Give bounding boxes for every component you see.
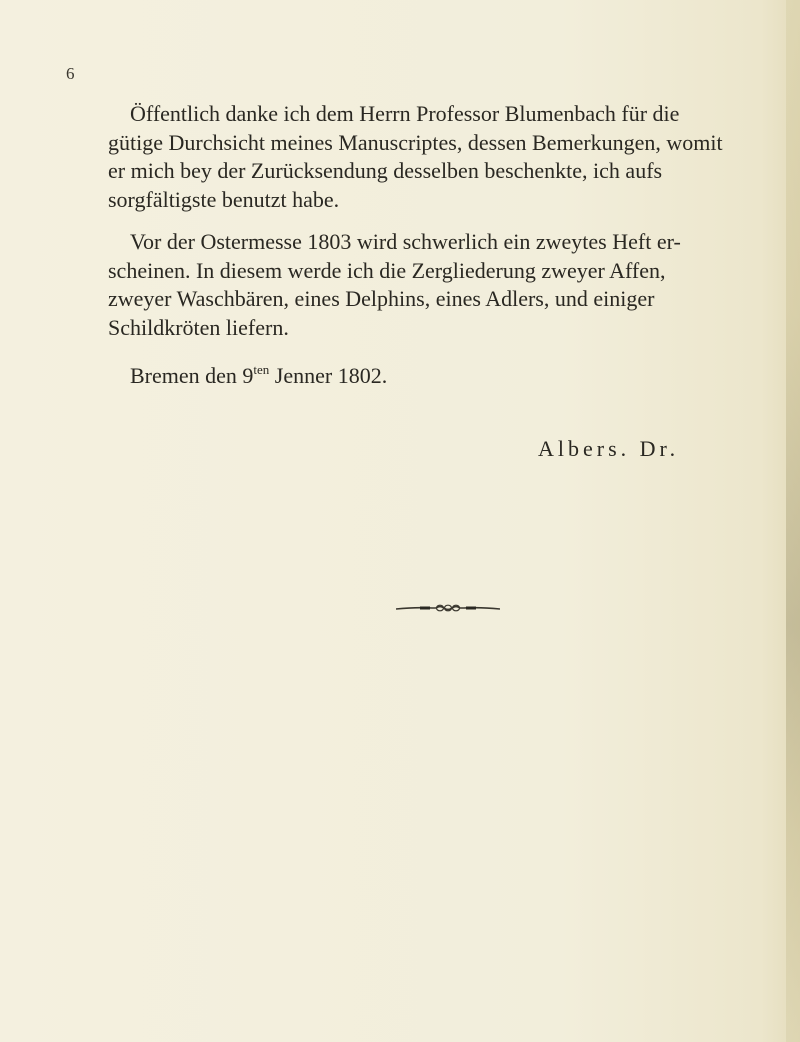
text-line: scheinen. In diesem werde ich die Zergliederung zweyer Affen, <box>108 257 666 283</box>
text-line: zweyer Waschbären, eines Delphins, eines Adlers, und einiger <box>108 286 655 311</box>
signature: Albers. Dr. <box>538 436 680 461</box>
text-line: Schildkröten liefern. <box>108 314 289 340</box>
text-line: gütige Durchsicht meines Manuscriptes, dessen Bemerkungen, womit <box>108 129 723 155</box>
paragraph-announcement <box>108 228 784 342</box>
page-edge-shadow <box>786 0 800 1042</box>
body-text <box>108 100 784 405</box>
ornament-divider-icon <box>396 603 500 613</box>
dateline <box>108 356 784 391</box>
dateline-month-year: Jenner 1802. <box>269 363 388 388</box>
dateline-place-day: Bremen den 9 <box>130 363 254 388</box>
text-line: sorgfältigste benutzt habe. <box>108 186 340 212</box>
text-line: Öffentlich danke ich dem Herrn Professor Blumenbach für die <box>130 101 680 126</box>
dateline-superscript: ten <box>253 362 270 377</box>
closing-dateline <box>108 356 784 391</box>
text-line: Vor der Ostermesse 1803 wird schwerlich ein zweytes Heft er- <box>130 229 681 254</box>
paragraph-acknowledgement <box>108 100 784 214</box>
text-line: er mich bey der Zurücksendung desselben beschenkte, ich aufs <box>108 158 663 183</box>
page-number: 6 <box>66 64 75 83</box>
